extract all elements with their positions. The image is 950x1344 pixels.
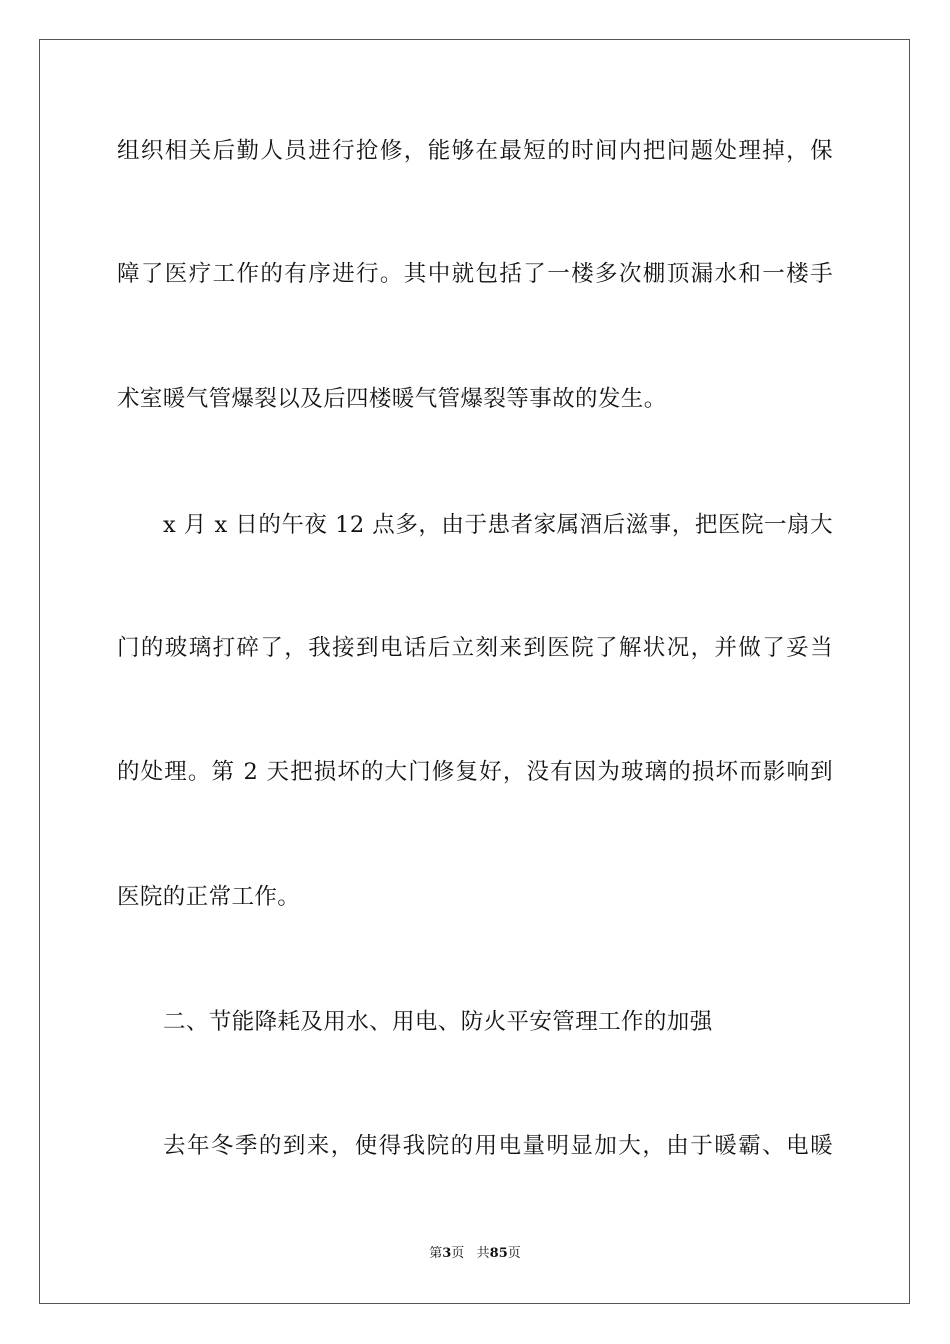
text-line-4: x 月 x 日的午夜 12 点多，由于患者家属酒后滋事，把医院一扇大: [163, 512, 833, 538]
footer-suffix: 页: [507, 1246, 521, 1261]
section-heading: 二、节能降耗及用水、用电、防火平安管理工作的加强: [163, 1009, 713, 1035]
footer-current-page: 3: [442, 1246, 452, 1261]
text-line-2: 障了医疗工作的有序进行。其中就包括了一楼多次棚顶漏水和一楼手: [117, 261, 833, 287]
page-border: [39, 39, 910, 1304]
text-line-7: 医院的正常工作。: [117, 884, 301, 910]
text-line-5: 门的玻璃打碎了，我接到电话后立刻来到医院了解状况，并做了妥当: [117, 635, 833, 661]
page-footer: [0, 1245, 950, 1263]
text-line-1: 组织相关后勤人员进行抢修，能够在最短的时间内把问题处理掉，保: [117, 138, 833, 164]
footer-mid: 页 共: [451, 1246, 490, 1261]
text-line-9: 去年冬季的到来，使得我院的用电量明显加大，由于暖霸、电暖: [163, 1133, 833, 1159]
text-line-6: 的处理。第 2 天把损坏的大门修复好，没有因为玻璃的损坏而影响到: [117, 759, 833, 785]
footer-total-pages: 85: [489, 1246, 508, 1261]
footer-prefix: 第: [429, 1246, 443, 1261]
text-line-3: 术室暖气管爆裂以及后四楼暖气管爆裂等事故的发生。: [117, 386, 667, 412]
